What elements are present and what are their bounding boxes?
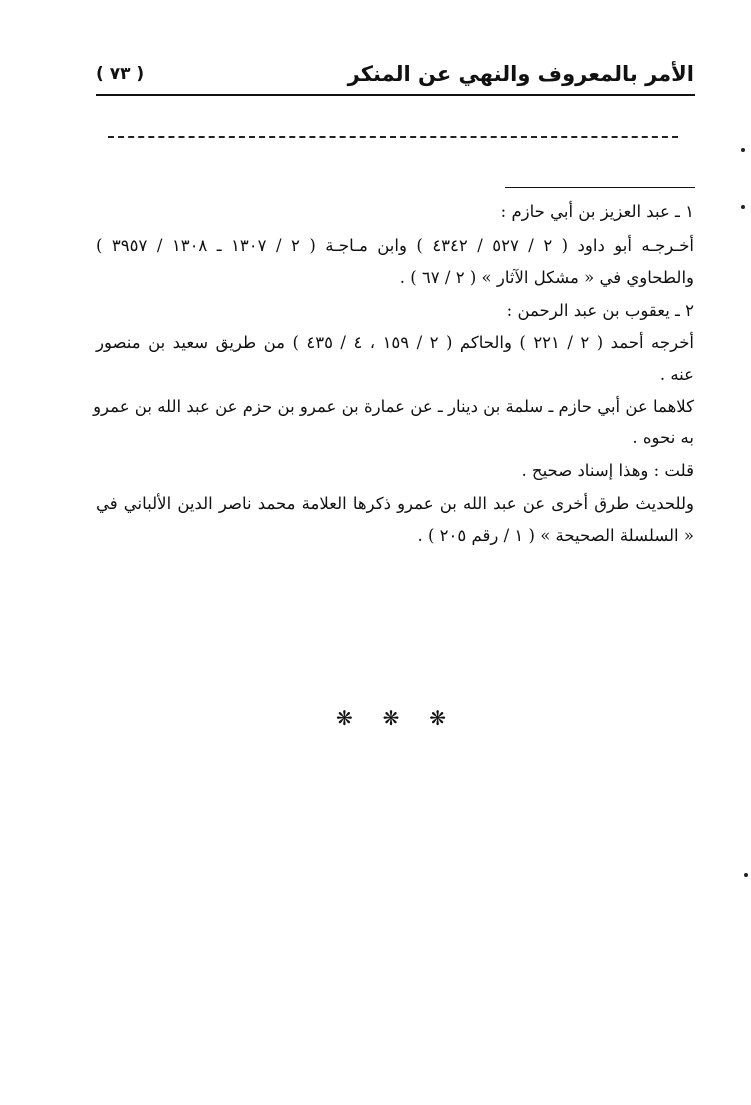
header-rule xyxy=(96,94,695,96)
margin-mark xyxy=(741,205,745,209)
footnote-line: قلت : وهذا إسناد صحيح . xyxy=(521,461,694,480)
footnote-heading-1: ١ ـ عبد العزيز بن أبي حازم : xyxy=(500,202,694,221)
page-header xyxy=(96,60,694,92)
ornament-star: ❋ xyxy=(429,706,446,730)
ornament-star: ❋ xyxy=(336,706,353,730)
ornament-star: ❋ xyxy=(382,706,400,730)
book-title: الأمر بالمعروف والنهي عن المنكر xyxy=(347,62,694,86)
footnote-line: كلاهما عن أبي حازم ـ سلمة بن دينار ـ عن عمارة بن عمرو بن حزم عن عبد الله بن عمرو xyxy=(93,397,694,416)
footnote-line: أخرجه أحمد ( ٢ / ٢٢١ ) والحاكم ( ٢ / ١٥٩ ، ٤ / ٤٣٥ ) من طريق سعيد بن منصور xyxy=(96,333,694,352)
dashed-separator xyxy=(108,136,678,138)
section-ornament xyxy=(336,706,446,730)
page-number: ( ٧٣ ) xyxy=(96,64,145,84)
footnote-line: وللحديث طرق أخرى عن عبد الله بن عمرو ذكرها العلامة محمد ناصر الدين الألباني في xyxy=(96,494,694,513)
footnote-rule xyxy=(505,187,695,188)
footnote-line: عنه . xyxy=(659,365,694,384)
margin-mark xyxy=(741,148,745,152)
footnote-line: أخـرجـه أبو داود ( ٢ / ٥٢٧ / ٤٣٤٢ ) وابن مـاجـة ( ٢ / ١٣٠٧ ـ ١٣٠٨ / ٣٩٥٧ ) xyxy=(96,236,695,255)
footnote-line: به نحوه . xyxy=(632,428,694,447)
footnote-heading-2: ٢ ـ يعقوب بن عبد الرحمن : xyxy=(506,301,694,320)
margin-mark xyxy=(744,873,748,877)
footnote-line: والطحاوي في « مشكل الآثار » ( ٢ / ٦٧ ) . xyxy=(399,268,694,287)
footnote-line: « السلسلة الصحيحة » ( ١ / رقم ٢٠٥ ) . xyxy=(417,526,694,545)
